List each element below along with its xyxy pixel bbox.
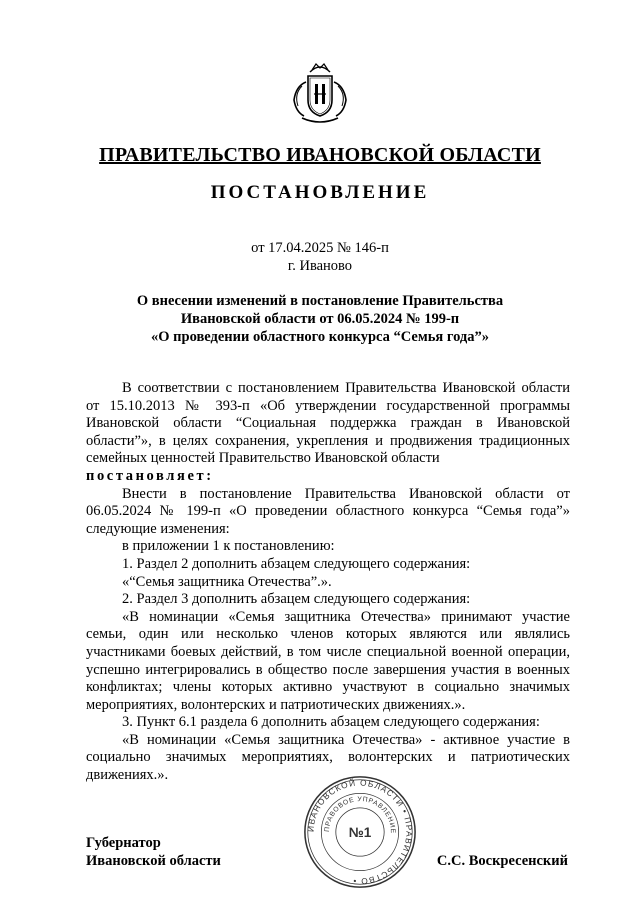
government-name: ПРАВИТЕЛЬСТВО ИВАНОВСКОЙ ОБЛАСТИ	[99, 144, 541, 166]
item-2-text: «В номинации «Семья защитника Отечества» принимают участие семьи, один или несколько членов которых являются или являлись участниками боевых действий, в том числе специальной военной операции, успешно интегрировались в общество после завершения участия в военных конфликтах; члены которых активно участвуют в социально значимых мероприятиях, волонтерских и патриотических движениях.».	[86, 608, 570, 713]
paragraph-preamble: В соответствии с постановлением Правительства Ивановской области от 15.10.2013 № 393-п «Об утверждении государственной программы Ивановской области “Социальная поддержка граждан в Ивановской области”», в целях сохранения, укрепления и продвижения традиционных семейных ценностей Правительство Ивановской области	[86, 380, 570, 467]
item-1-text: «“Семья защитника Отечества”.».	[122, 573, 332, 590]
document-body	[86, 380, 570, 785]
paragraph-amend: Внести в постановление Правительства Ивановской области от 06.05.2024 № 199-п «О проведении областного конкурса “Семья года”» следующие изменения:	[86, 485, 570, 537]
official-seal	[302, 774, 418, 890]
signer-position	[86, 834, 221, 870]
date-block	[0, 239, 640, 275]
seal-outer-text: ИВАНОВСКОЙ ОБЛАСТИ • ПРАВИТЕЛЬСТВО •	[305, 777, 415, 887]
date-number: от 17.04.2025 № 146-п	[251, 240, 389, 256]
signer-position-line-2: Ивановской области	[86, 853, 221, 869]
signer-name: С.С. Воскресенский	[436, 853, 568, 869]
subject-line-3: «О проведении областного конкурса “Семья года”»	[151, 329, 489, 345]
item-3-text: «В номинации «Семья защитника Отечества» - активное участие в социально значимых мероприятиях, волонтерских и патриотических движениях.».	[86, 731, 570, 784]
paragraph-appendix: в приложении 1 к постановлению:	[122, 538, 335, 555]
decree-word: постановляет:	[86, 467, 214, 484]
subject-line-1: О внесении изменений в постановление Правительства	[136, 293, 504, 309]
signer-position-line-1: Губернатор	[86, 835, 161, 851]
coat-of-arms-icon	[288, 60, 352, 126]
seal-inner-text: ПРАВОВОЕ УПРАВЛЕНИЕ	[323, 796, 396, 834]
document-type: ПОСТАНОВЛЕНИЕ	[210, 182, 430, 203]
city: г. Иваново	[287, 258, 353, 274]
document-subject	[60, 292, 580, 346]
item-2: 2. Раздел 3 дополнить абзацем следующего содержания:	[122, 591, 471, 608]
item-3: 3. Пункт 6.1 раздела 6 дополнить абзацем следующего содержания:	[122, 714, 540, 731]
seal-number: №1	[348, 824, 372, 840]
item-1: 1. Раздел 2 дополнить абзацем следующего содержания:	[122, 555, 471, 572]
subject-line-2: Ивановской области от 06.05.2024 № 199-п	[180, 311, 460, 327]
